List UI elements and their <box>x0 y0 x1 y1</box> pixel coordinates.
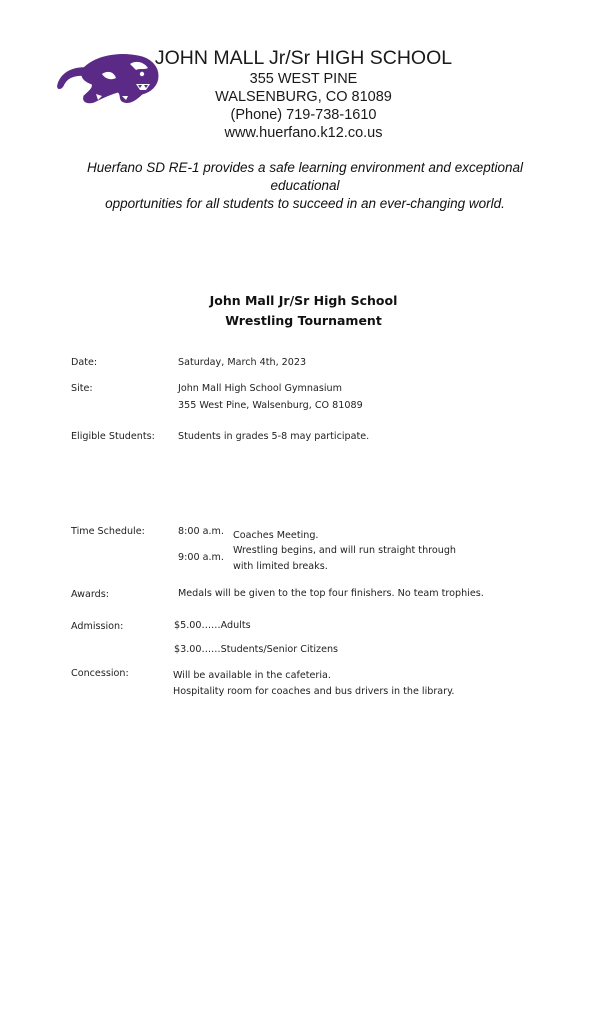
concession-label: Concession: <box>71 668 129 679</box>
awards-label: Awards: <box>71 589 109 600</box>
admission-students: $3.00……Students/Senior Citizens <box>174 644 339 655</box>
school-city: WALSENBURG, CO 81089 <box>215 89 392 105</box>
school-website[interactable]: www.huerfano.k12.co.us <box>224 125 383 141</box>
concession-line-2: Hospitality room for coaches and bus drivers in the library. <box>173 686 455 697</box>
school-phone: (Phone) 719-738-1610 <box>230 107 377 123</box>
schedule-event-2-line-1: Wrestling begins, and will run straight through <box>233 545 456 556</box>
schedule-time-1: 8:00 a.m. <box>178 526 224 537</box>
schedule-time-2: 9:00 a.m. <box>178 552 224 563</box>
concession-line-1: Will be available in the cafeteria. <box>173 670 331 681</box>
school-street: 355 WEST PINE <box>249 71 358 87</box>
schedule-label: Time Schedule: <box>71 526 145 537</box>
site-label: Site: <box>71 383 93 394</box>
awards-value: Medals will be given to the top four finishers. No team trophies. <box>178 588 484 599</box>
date-label: Date: <box>71 357 98 368</box>
mission-statement <box>60 159 550 213</box>
site-value-line-1: John Mall High School Gymnasium <box>178 383 342 394</box>
event-title-name: Wrestling Tournament <box>225 313 382 328</box>
schedule-event-1: Coaches Meeting. <box>233 530 319 541</box>
mission-line-1: Huerfano SD RE-1 provides a safe learning environment and exceptional educational <box>86 160 523 193</box>
school-name: JOHN MALL Jr/Sr HIGH SCHOOL <box>154 47 453 69</box>
mission-line-2: opportunities for all students to succeed in an ever-changing world. <box>105 196 505 211</box>
event-title-school: John Mall Jr/Sr High School <box>209 293 398 308</box>
admission-adults: $5.00……Adults <box>174 620 251 631</box>
eligible-label: Eligible Students: <box>71 431 155 442</box>
site-value-line-2: 355 West Pine, Walsenburg, CO 81089 <box>178 400 363 411</box>
schedule-event-2-line-2: with limited breaks. <box>233 561 328 572</box>
date-value: Saturday, March 4th, 2023 <box>178 357 307 368</box>
admission-label: Admission: <box>71 621 124 632</box>
eligible-value: Students in grades 5-8 may participate. <box>178 431 370 442</box>
